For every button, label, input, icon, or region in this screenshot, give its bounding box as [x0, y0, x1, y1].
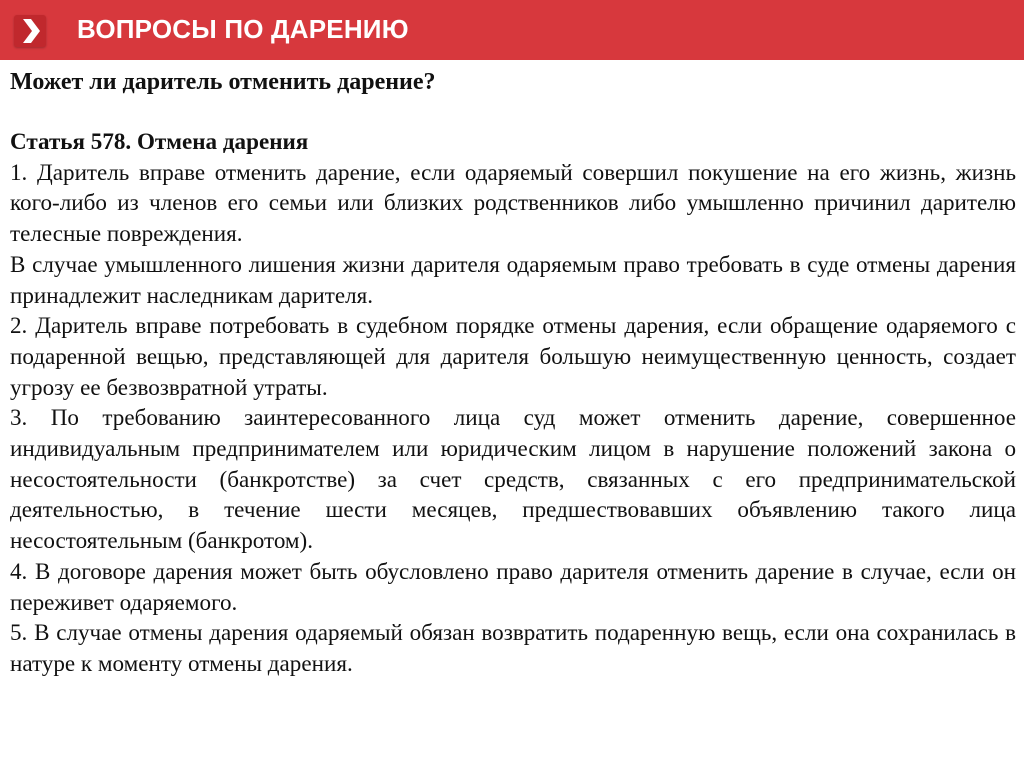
- article-paragraph-1: 1. Даритель вправе отменить дарение, если одаряемый совершил покушение на его жизнь, жизнь кого-либо из членов его семьи или близких родственников либо умышленно причинил дарителю телесные повреждения.: [10, 158, 1016, 247]
- article-paragraph-2: 2. Даритель вправе потребовать в судебном порядке отмены дарения, если обращение одаряемого с подаренной вещью, представляющей для дарителя большую неимущественную ценность, создает угрозу ее безвозвратной утраты.: [10, 312, 1016, 400]
- article-paragraph-5: 5. В случае отмены дарения одаряемый обязан возвратить подаренную вещь, если она сохранилась в натуре к моменту отмены дарения.: [10, 619, 1016, 676]
- article-paragraph-4: 4. В договоре дарения может быть обусловлено право дарителя отменить дарение в случае, если он переживет одаряемого.: [10, 557, 1016, 615]
- header-bar: [0, 0, 1024, 60]
- header-title: ВОПРОСЫ ПО ДАРЕНИЮ: [77, 14, 409, 44]
- article-body: [10, 126, 1016, 679]
- chevron-right-icon: [14, 15, 46, 47]
- article-title: Статья 578. Отмена дарения: [10, 128, 309, 154]
- question-heading: Может ли даритель отменить дарение?: [10, 69, 436, 95]
- article-paragraph-1-note: В случае умышленного лишения жизни дарителя одаряемым право требовать в суде отмены дарения принадлежит наследникам дарителя.: [10, 250, 1016, 308]
- article-paragraph-3: 3. По требованию заинтересованного лица суд может отменить дарение, совершенное индивидуальным предпринимателем или юридическим лицом в нарушение положений закона о несостоятельности (банкротстве) за счет средств, связанных с его предпринимательской деятельностью, в течение шести месяцев, предшествовавших объявлению такого лица несостоятельным (банкротом).: [10, 404, 1016, 554]
